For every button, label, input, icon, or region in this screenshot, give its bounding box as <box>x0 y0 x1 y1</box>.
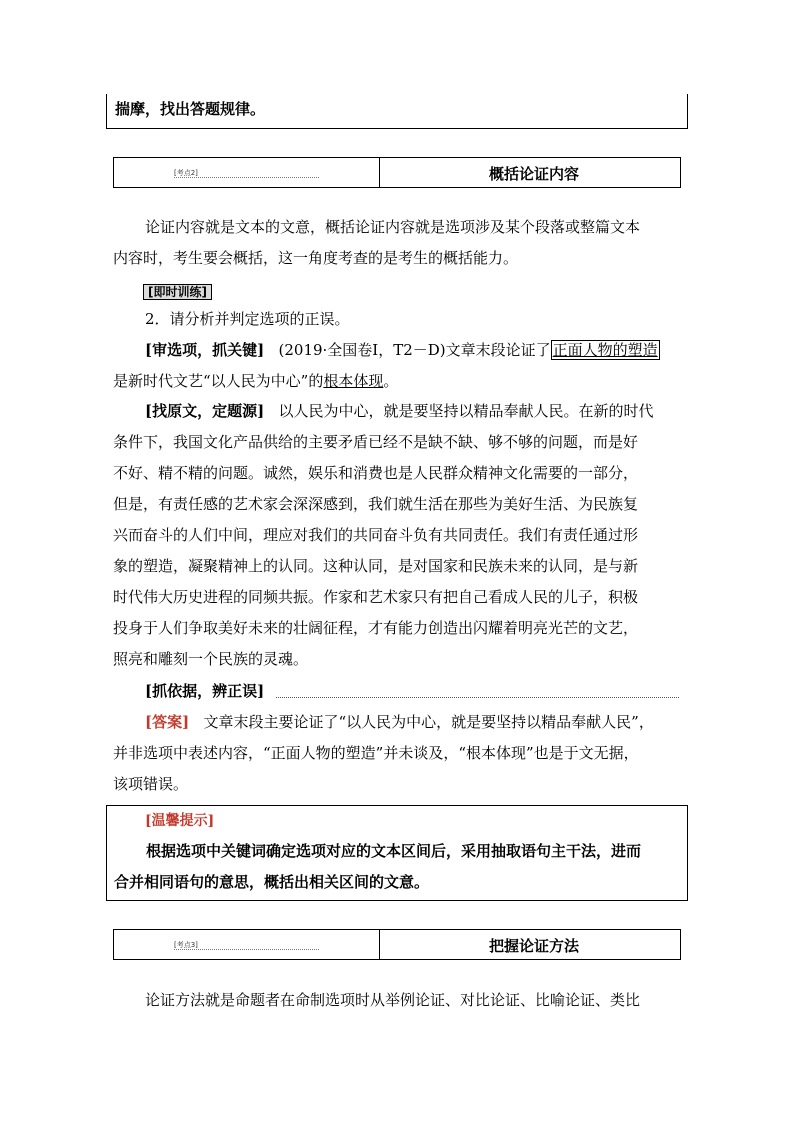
drill-badge: [即时训练] <box>143 284 212 300</box>
header-divider <box>379 930 380 959</box>
step-2 <box>113 396 683 675</box>
step-2-line-1 <box>113 396 683 427</box>
answer-line-3: 该项错误。 <box>113 775 189 793</box>
section-header-2 <box>113 157 681 188</box>
answer-line-2: 并非选项中表述内容，“正面人物的塑造”并未谈及，“根本体现”也是于文无据， <box>113 744 639 762</box>
question-line <box>113 304 683 335</box>
intro-paragraph <box>113 212 683 274</box>
step-3-line <box>113 676 683 707</box>
section-title: 概括论证内容 <box>489 165 580 183</box>
source-line: 不好、精不精的问题。诚然，娱乐和消费也是人民群众精神文化需要的一部分， <box>113 464 639 482</box>
answer-label: [答案] <box>145 713 190 731</box>
step-2-label: [找原文，定题源] <box>145 402 265 420</box>
header-divider <box>379 158 380 187</box>
previous-tip-box <box>106 94 688 129</box>
answer-text-1: 文章末段主要论证了“以人民为中心，就是要坚持以精品奉献人民”， <box>203 713 654 731</box>
section-tag: [考点2] <box>174 169 319 178</box>
source-line: 投身于人们争取美好未来的壮阔征程，才有能力创造出闪耀着明亮光芒的文艺， <box>113 619 639 637</box>
source-line: 以人民为中心，就是要坚持以精品奉献人民。在新的时代 <box>278 402 654 420</box>
source-line: 但是，有责任感的艺术家会深深感到，我们就生活在那些为美好生活、为民族复 <box>113 495 639 513</box>
previous-tip-text: 揣摩，找出答题规律。 <box>115 100 266 118</box>
step-1-line-1 <box>113 335 683 366</box>
key-phrase-1: 正面人物的塑造 <box>552 341 658 359</box>
intro-line-1: 论证内容就是文本的文意，概括论证内容就是选项涉及某个段落或整篇文本 <box>145 218 641 236</box>
section-title: 把握论证方法 <box>489 937 580 955</box>
section-tag: [考点3] <box>174 941 319 950</box>
step-3-label: [抓依据，辨正误] <box>145 682 265 700</box>
final-line-1: 论证方法就是命题者在命制选项时从举例论证、对比论证、比喻论证、类比 <box>145 991 641 1009</box>
key-phrase-2: 根本体现 <box>323 372 384 390</box>
step-1-prefix: (2019·全国卷Ⅰ，T2－D)文章末段论证了 <box>278 341 551 359</box>
tip-line-2: 合并相同语句的意思，概括出相关区间的文意。 <box>114 873 430 891</box>
step-1-line-2 <box>113 366 683 397</box>
step-3 <box>113 676 683 707</box>
final-paragraph <box>113 985 683 1016</box>
step-1-line-2-end: 。 <box>383 372 399 390</box>
tip-box <box>106 805 688 901</box>
source-line: 兴而奋斗的人们中间，理应对我们的共同奋斗负有共同责任。我们有责任通过形 <box>113 526 639 544</box>
step-1-line-2-text: 是新时代文艺“以人民为中心”的 <box>113 372 324 390</box>
source-line: 象的塑造，凝聚精神上的认同。这种认同，是对国家和民族未来的认同，是与新 <box>113 557 639 575</box>
intro-line-2: 内容时，考生要会概括，这一角度考查的是考生的概括能力。 <box>113 249 519 267</box>
question-text: 2．请分析并判定选项的正误。 <box>145 310 350 328</box>
step-1 <box>113 335 683 397</box>
answer-line-1 <box>113 707 683 738</box>
answer-paragraph <box>113 707 683 800</box>
tip-label: [温馨提示] <box>145 813 215 829</box>
source-line: 条件下，我国文化产品供给的主要矛盾已经不是缺不缺、够不够的问题，而是好 <box>113 433 639 451</box>
section-header-3 <box>113 929 681 960</box>
source-line: 时代伟大历史进程的同频共振。作家和艺术家只有把自己看成人民的儿子，积极 <box>113 588 639 606</box>
tip-content <box>114 836 684 898</box>
source-line: 照亮和雕刻一个民族的灵魂。 <box>113 650 309 668</box>
step-1-label: [审选项，抓关键] <box>145 341 265 359</box>
answer-blank-line <box>276 696 679 698</box>
tip-line-1: 根据选项中关键词确定选项对应的文本区间后，采用抽取语句主干法，进而 <box>146 842 642 860</box>
